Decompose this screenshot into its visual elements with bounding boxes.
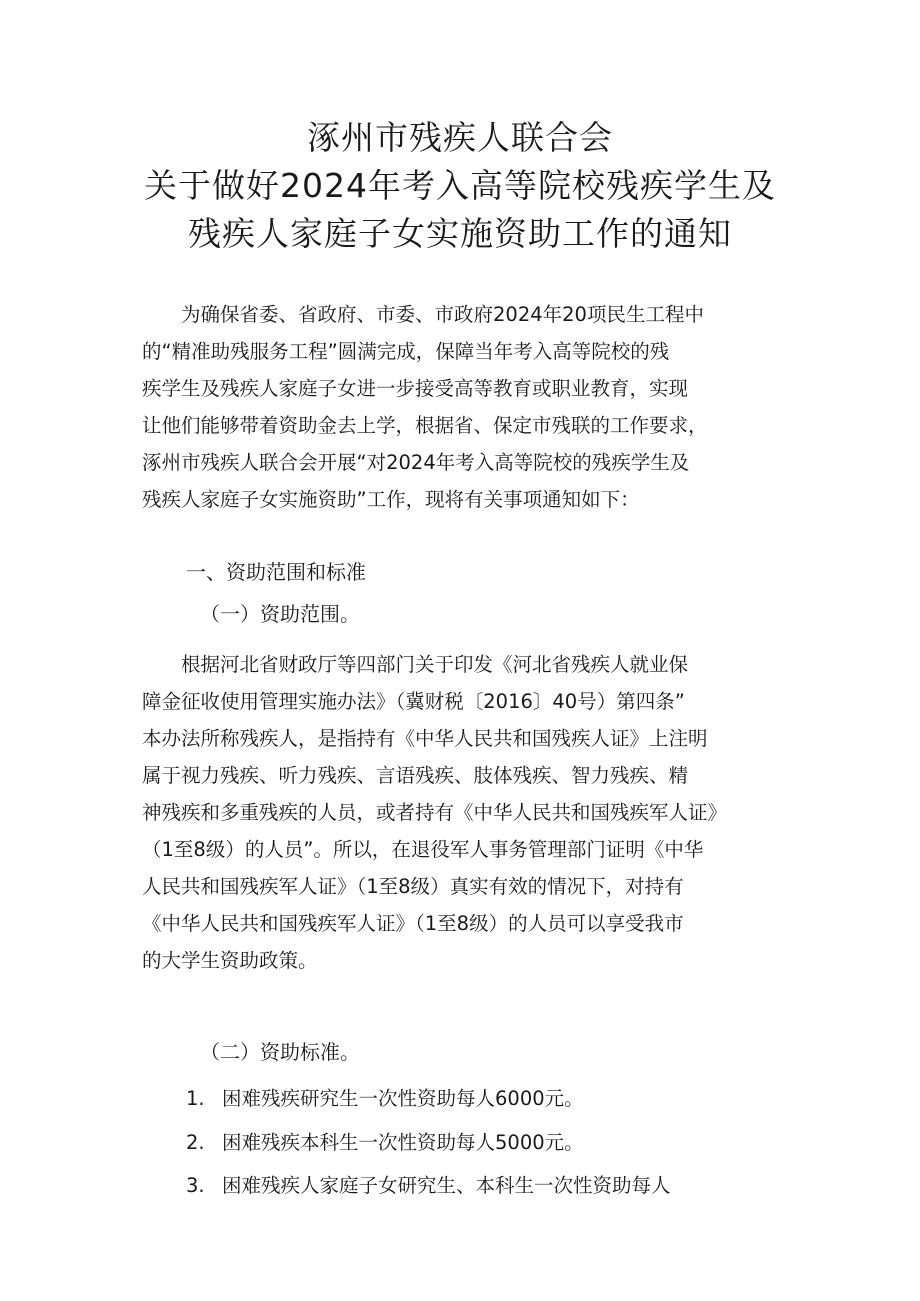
intro-line: 涿州市残疾人联合会开展“对2024年考入高等院校的残疾学生及	[142, 451, 690, 474]
subsection-heading-scope: （一）资助范围。	[200, 602, 360, 626]
title-line-3: 残疾人家庭子女实施资助工作的通知	[188, 214, 732, 253]
standard-item-number: 1.	[186, 1087, 205, 1110]
section-heading-funding-scope-standards: 一、资助范围和标准	[186, 560, 366, 584]
scope-line: 的大学生资助政策。	[142, 949, 318, 972]
standard-item	[186, 1127, 584, 1155]
standard-item-text: 困难残疾人家庭子女研究生、本科生一次性资助每人	[222, 1174, 671, 1197]
standard-item-number: 3.	[186, 1174, 205, 1197]
intro-line: 残疾人家庭子女实施资助”工作，现将有关事项通知如下：	[142, 488, 640, 511]
scope-line: 属于视力残疾、听力残疾、言语残疾、肢体残疾、智力残疾、精	[142, 764, 689, 787]
scope-line: 障金征收使用管理实施办法》（冀财税〔2016〕40号）第四条”	[142, 690, 685, 713]
scope-line: 本办法所称残疾人，是指持有《中华人民共和国残疾人证》上注明	[142, 727, 708, 750]
standard-item-number: 2.	[186, 1131, 205, 1154]
subsection-heading-standards: （二）资助标准。	[200, 1040, 360, 1064]
scope-line: 神残疾和多重残疾的人员，或者持有《中华人民共和国残疾军人证》	[142, 801, 728, 824]
standard-item-text: 困难残疾本科生一次性资助每人5000元。	[222, 1131, 584, 1154]
intro-paragraph	[142, 296, 802, 518]
standard-item-text: 困难残疾研究生一次性资助每人6000元。	[222, 1087, 584, 1110]
intro-line: 让他们能够带着资助金去上学，根据省、保定市残联的工作要求，	[142, 414, 708, 437]
scope-line: 根据河北省财政厅等四部门关于印发《河北省残疾人就业保	[181, 653, 689, 676]
standard-item	[186, 1083, 584, 1111]
intro-line: 的“精准助残服务工程”圆满完成，保障当年考入高等院校的残	[142, 340, 670, 363]
title-line-1: 涿州市残疾人联合会	[307, 118, 613, 157]
intro-line: 为确保省委、省政府、市委、市政府2024年20项民生工程中	[181, 303, 704, 326]
intro-line: 疾学生及残疾人家庭子女进一步接受高等教育或职业教育，实现	[142, 377, 689, 400]
standard-item	[186, 1170, 671, 1198]
title-line-2: 关于做好2024年考入高等院校残疾学生及	[144, 166, 776, 205]
scope-paragraph	[142, 646, 802, 979]
scope-line: （1至8级）的人员”。所以，在退役军人事务管理部门证明《中华	[142, 838, 704, 861]
scope-line: 《中华人民共和国残疾军人证》（1至8级）的人员可以享受我市	[142, 912, 684, 935]
scope-line: 人民共和国残疾军人证》（1至8级）真实有效的情况下，对持有	[142, 875, 684, 898]
